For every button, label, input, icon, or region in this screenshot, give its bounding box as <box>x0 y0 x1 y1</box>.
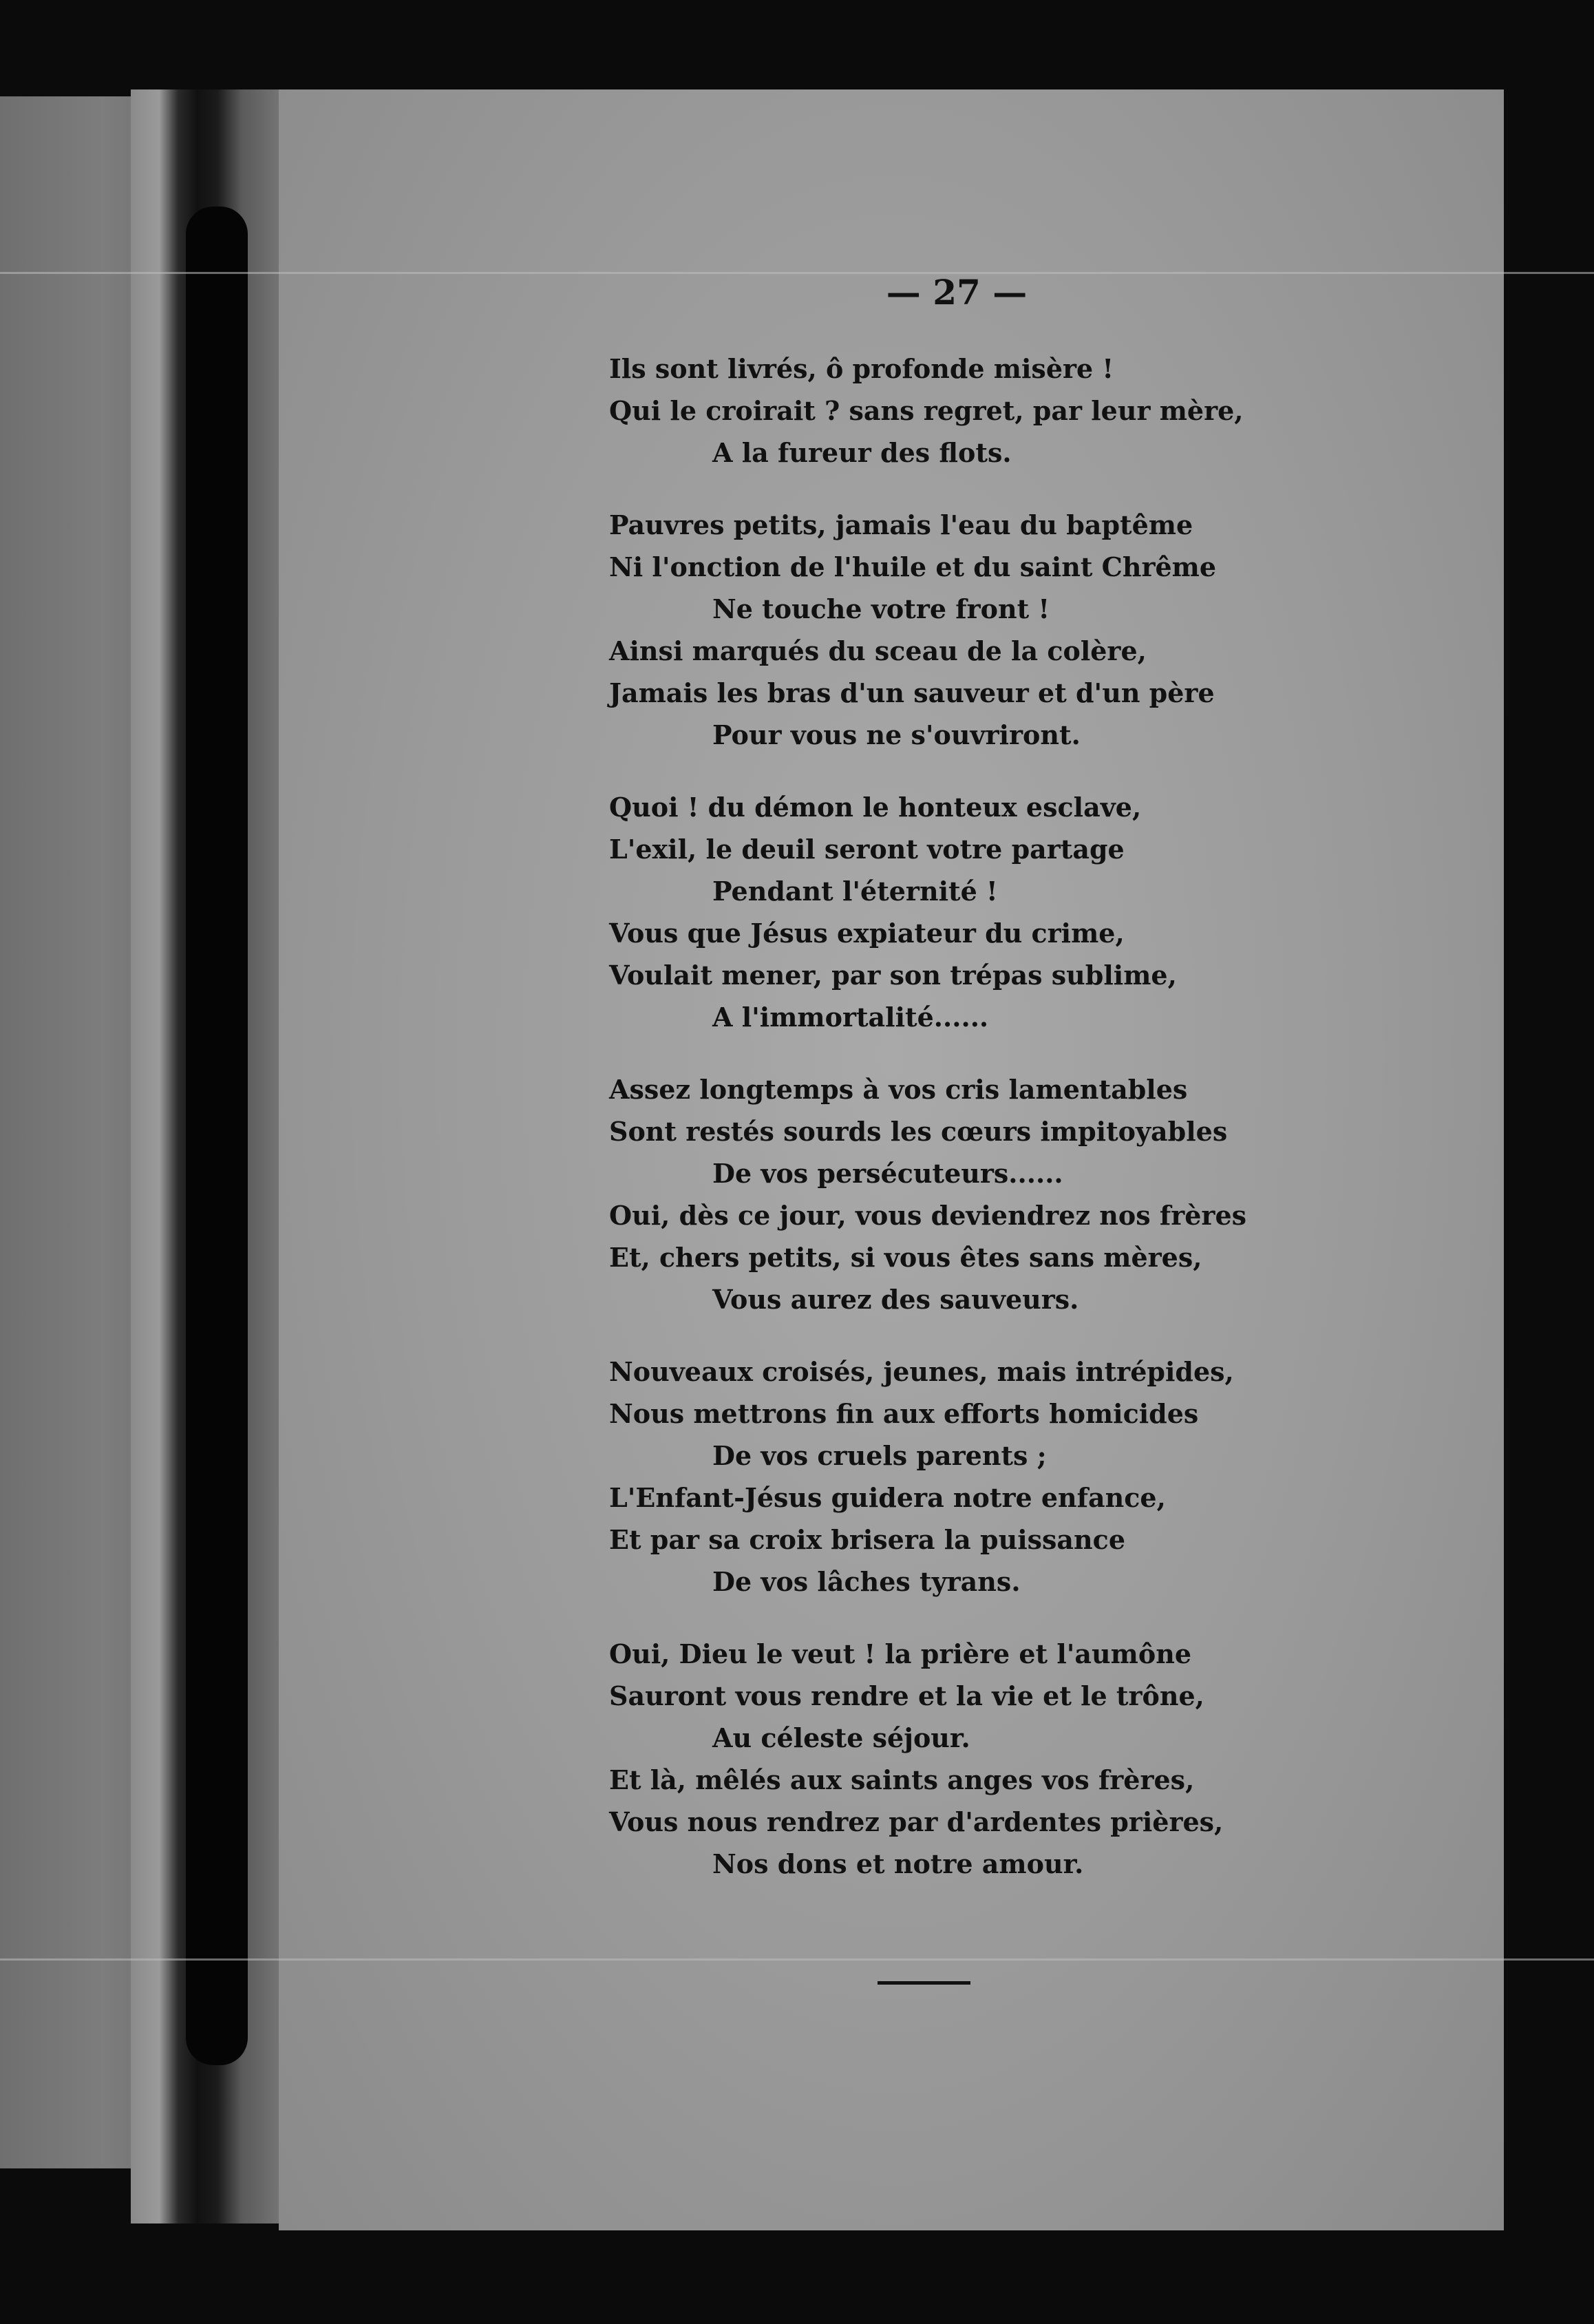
poem-line: Et par sa croix brisera la puissance <box>609 1524 1125 1555</box>
poem-line: Pour vous ne s'ouvriront. <box>712 719 1081 750</box>
stanza <box>609 786 1297 1038</box>
poem-line: Quoi ! du démon le honteux esclave, <box>609 792 1142 823</box>
poem-line: Ne touche votre front ! <box>712 593 1050 624</box>
poem-line: Jamais les bras d'un sauveur et d'un père <box>609 677 1215 708</box>
closing-rule <box>878 1981 970 1985</box>
poem-line: Au céleste séjour. <box>712 1722 970 1753</box>
poem-line: Et là, mêlés aux saints anges vos frères, <box>609 1764 1195 1795</box>
poem-line: Pendant l'éternité ! <box>712 876 998 907</box>
poem-line: Nous mettrons fin aux efforts homicides <box>609 1398 1199 1429</box>
page-number: — 27 — <box>886 272 1028 313</box>
poem-line: Nouveaux croisés, jeunes, mais intrépides, <box>609 1356 1234 1387</box>
stanza <box>609 1633 1297 1885</box>
poem-line: A la fureur des flots. <box>712 437 1012 468</box>
stanza <box>609 504 1297 756</box>
poem-line: Nos dons et notre amour. <box>712 1848 1084 1879</box>
poem <box>609 348 1297 1915</box>
poem-line: Sont restés sourds les cœurs impitoyables <box>609 1116 1228 1147</box>
poem-line: Sauront vous rendre et la vie et le trône, <box>609 1680 1204 1711</box>
poem-line: De vos cruels parents ; <box>712 1440 1047 1471</box>
poem-line: L'exil, le deuil seront votre partage <box>609 834 1125 865</box>
scan-line-top <box>0 272 1594 274</box>
poem-line: Assez longtemps à vos cris lamentables <box>609 1074 1188 1105</box>
poem-line: L'Enfant-Jésus guidera notre enfance, <box>609 1482 1166 1513</box>
poem-line: Vous que Jésus expiateur du crime, <box>609 918 1125 949</box>
poem-line: Pauvres petits, jamais l'eau du baptême <box>609 509 1193 540</box>
stanza <box>609 348 1297 474</box>
poem-line: De vos lâches tyrans. <box>712 1566 1021 1597</box>
poem-line: Ainsi marqués du sceau de la colère, <box>609 635 1147 666</box>
stanza <box>609 1351 1297 1603</box>
poem-line: Oui, Dieu le veut ! la prière et l'aumône <box>609 1638 1192 1669</box>
poem-line: Et, chers petits, si vous êtes sans mères, <box>609 1242 1202 1273</box>
poem-line: Qui le croirait ? sans regret, par leur mère, <box>609 395 1244 426</box>
poem-line: Vous nous rendrez par d'ardentes prières, <box>609 1806 1224 1837</box>
poem-line: Ni l'onction de l'huile et du saint Chrême <box>609 551 1217 582</box>
binding-damage <box>186 207 248 2065</box>
scan-line-bottom <box>0 1958 1594 1961</box>
poem-line: Oui, dès ce jour, vous deviendrez nos frères <box>609 1200 1247 1231</box>
stanza <box>609 1068 1297 1320</box>
poem-line: A l'immortalité...... <box>712 1002 989 1033</box>
poem-line: Ils sont livrés, ô profonde misère ! <box>609 353 1114 384</box>
poem-line: De vos persécuteurs...... <box>712 1158 1063 1189</box>
poem-line: Vous aurez des sauveurs. <box>712 1284 1079 1315</box>
poem-line: Voulait mener, par son trépas sublime, <box>609 960 1177 991</box>
